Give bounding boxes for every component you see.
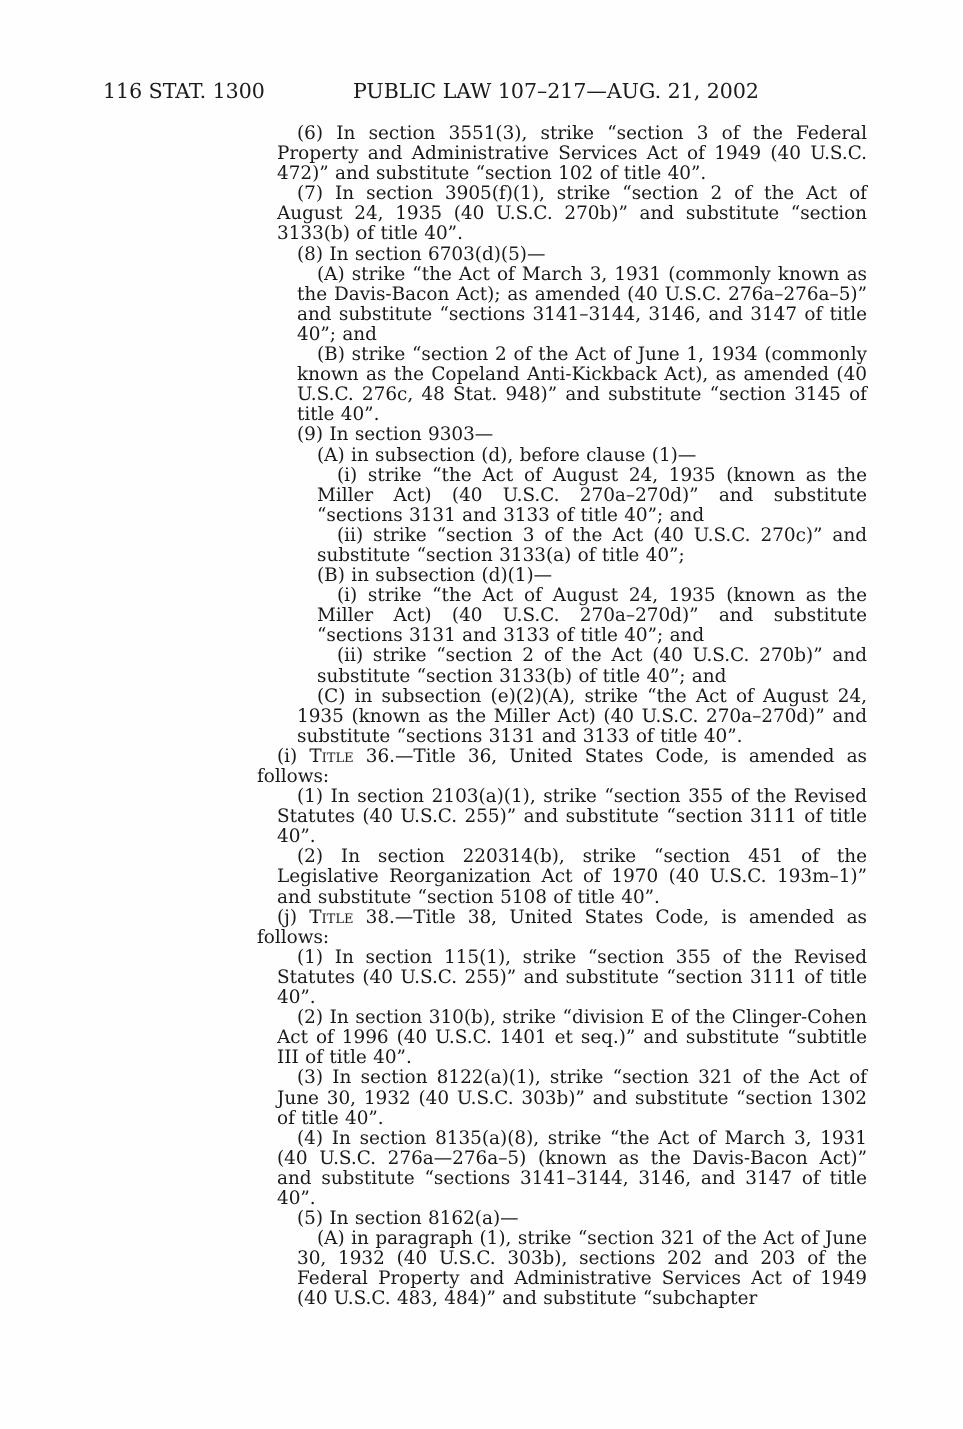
paragraph-text: (B) in subsection (d)(1)— (317, 565, 553, 587)
paragraph (277, 787, 867, 847)
paragraph (297, 446, 867, 466)
paragraph (277, 184, 867, 244)
paragraph-text: (A) in subsection (d), before clause (1)— (317, 444, 697, 466)
paragraph (297, 1229, 867, 1309)
paragraph (317, 526, 867, 566)
paragraph-text: (ii) strike “section 3 of the Act (40 U.S.C. 270c)” and substitute “section 3133(a) of title 40”; (317, 524, 867, 566)
subsection-title: Title (309, 745, 354, 767)
paragraph (317, 466, 867, 526)
paragraph (317, 586, 867, 646)
paragraph (277, 948, 867, 1008)
public-law-citation: PUBLIC LAW 107–217—AUG. 21, 2002 (353, 79, 759, 103)
paragraph-text: (9) In section 9303— (297, 424, 494, 446)
paragraph (277, 847, 867, 907)
subsection-designator: (j) (277, 906, 310, 928)
paragraph-text: (5) In section 8162(a)— (297, 1208, 519, 1230)
statute-page-number: 116 STAT. 1300 (103, 79, 265, 103)
paragraph (297, 566, 867, 586)
paragraph (297, 687, 867, 747)
paragraph-text: (i) strike “the Act of August 24, 1935 (known as the Miller Act) (40 U.S.C. 270a–270d)” and substitute “sections 3131 and 3133 of title 40”; and (317, 585, 867, 647)
paragraph-text: (i) strike “the Act of August 24, 1935 (known as the Miller Act) (40 U.S.C. 270a–270d)” and substitute “sections 3131 and 3133 of title 40”; and (317, 464, 867, 526)
paragraph (277, 1008, 867, 1068)
paragraph-text: (1) In section 115(1), strike “section 355 of the Revised Statutes (40 U.S.C. 255)” and substitute “section 3111 of title 40”. (277, 946, 867, 1009)
subsection-title: Title (309, 906, 354, 928)
paragraph-text: (3) In section 8122(a)(1), strike “section 321 of the Act of June 30, 1932 (40 U.S.C. 303b)” and substitute “section 1302 of title 40”. (277, 1067, 867, 1129)
paragraph-text: (A) strike “the Act of March 3, 1931 (commonly known as the Davis-Bacon Act); as amended (40 U.S.C. 276a–276a–5)” and substitute “sections 3141–3144, 3146, and 3147 of title 40”; and (297, 263, 867, 345)
document-body (0, 124, 963, 1310)
subsection-designator: (i) (277, 745, 310, 767)
paragraph (297, 265, 867, 345)
paragraph (277, 245, 867, 265)
paragraph (277, 1129, 867, 1209)
paragraph-text: (B) strike “section 2 of the Act of June 1, 1934 (commonly known as the Copeland Anti-Kickback Act), as amended (40 U.S.C. 276c, 48 Stat. 948)” and substitute “section 3145 of title 40”. (297, 344, 867, 426)
paragraph-text: (2) In section 220314(b), strike “section 451 of the Legislative Reorganization Act of 1970 (40 U.S.C. 193m–1)” and substitute “section 5108 of title 40”. (277, 846, 867, 908)
paragraph-text: (7) In section 3905(f)(1), strike “section 2 of the Act of August 24, 1935 (40 U.S.C. 270b)” and substitute “section 3133(b) of title 40”. (277, 183, 867, 245)
paragraph (317, 646, 867, 686)
paragraph-text: (2) In section 310(b), strike “division E of the Clinger-Cohen Act of 1996 (40 U.S.C. 1401 et seq.)” and substitute “subtitle III of title 40”. (277, 1007, 867, 1069)
paragraph-text: (A) in paragraph (1), strike “section 321 of the Act of June 30, 1932 (40 U.S.C. 303b), sections 202 and 203 of the Federal Property and Administrative Services Act of 1949 (40 U.S.C. 483, 484)” and substitute “subchapter (297, 1228, 867, 1310)
paragraph (277, 1209, 867, 1229)
paragraph-text: (8) In section 6703(d)(5)— (297, 243, 546, 265)
paragraph-text: (C) in subsection (e)(2)(A), strike “the Act of August 24, 1935 (known as the Miller Act) (40 U.S.C. 270a–270d)” and substitute “sections 3131 and 3133 of title 40”. (297, 685, 867, 747)
paragraph (277, 1068, 867, 1128)
paragraph-text: (4) In section 8135(a)(8), strike “the Act of March 3, 1931 (40 U.S.C. 276a—276a–5) (known as the Davis-Bacon Act)” and substitute “sections 3141–3144, 3146, and 3147 of title 40”. (277, 1127, 867, 1209)
paragraph-text: 38.—Title 38, United States Code, is amended as follows: (257, 906, 867, 948)
paragraph (277, 124, 867, 184)
subsection-heading (257, 747, 867, 787)
subsection-heading (257, 908, 867, 948)
paragraph (297, 345, 867, 425)
paragraph-text: (ii) strike “section 2 of the Act (40 U.S.C. 270b)” and substitute “section 3133(b) of title 40”; and (317, 645, 867, 687)
paragraph (277, 425, 867, 445)
paragraph-text: (6) In section 3551(3), strike “section 3 of the Federal Property and Administrative Services Act of 1949 (40 U.S.C. 472)” and substitute “section 102 of title 40”. (277, 123, 867, 185)
paragraph-text: (1) In section 2103(a)(1), strike “section 355 of the Revised Statutes (40 U.S.C. 255)” and substitute “section 3111 of title 40”. (277, 786, 867, 848)
paragraph-text: 36.—Title 36, United States Code, is amended as follows: (257, 745, 867, 787)
